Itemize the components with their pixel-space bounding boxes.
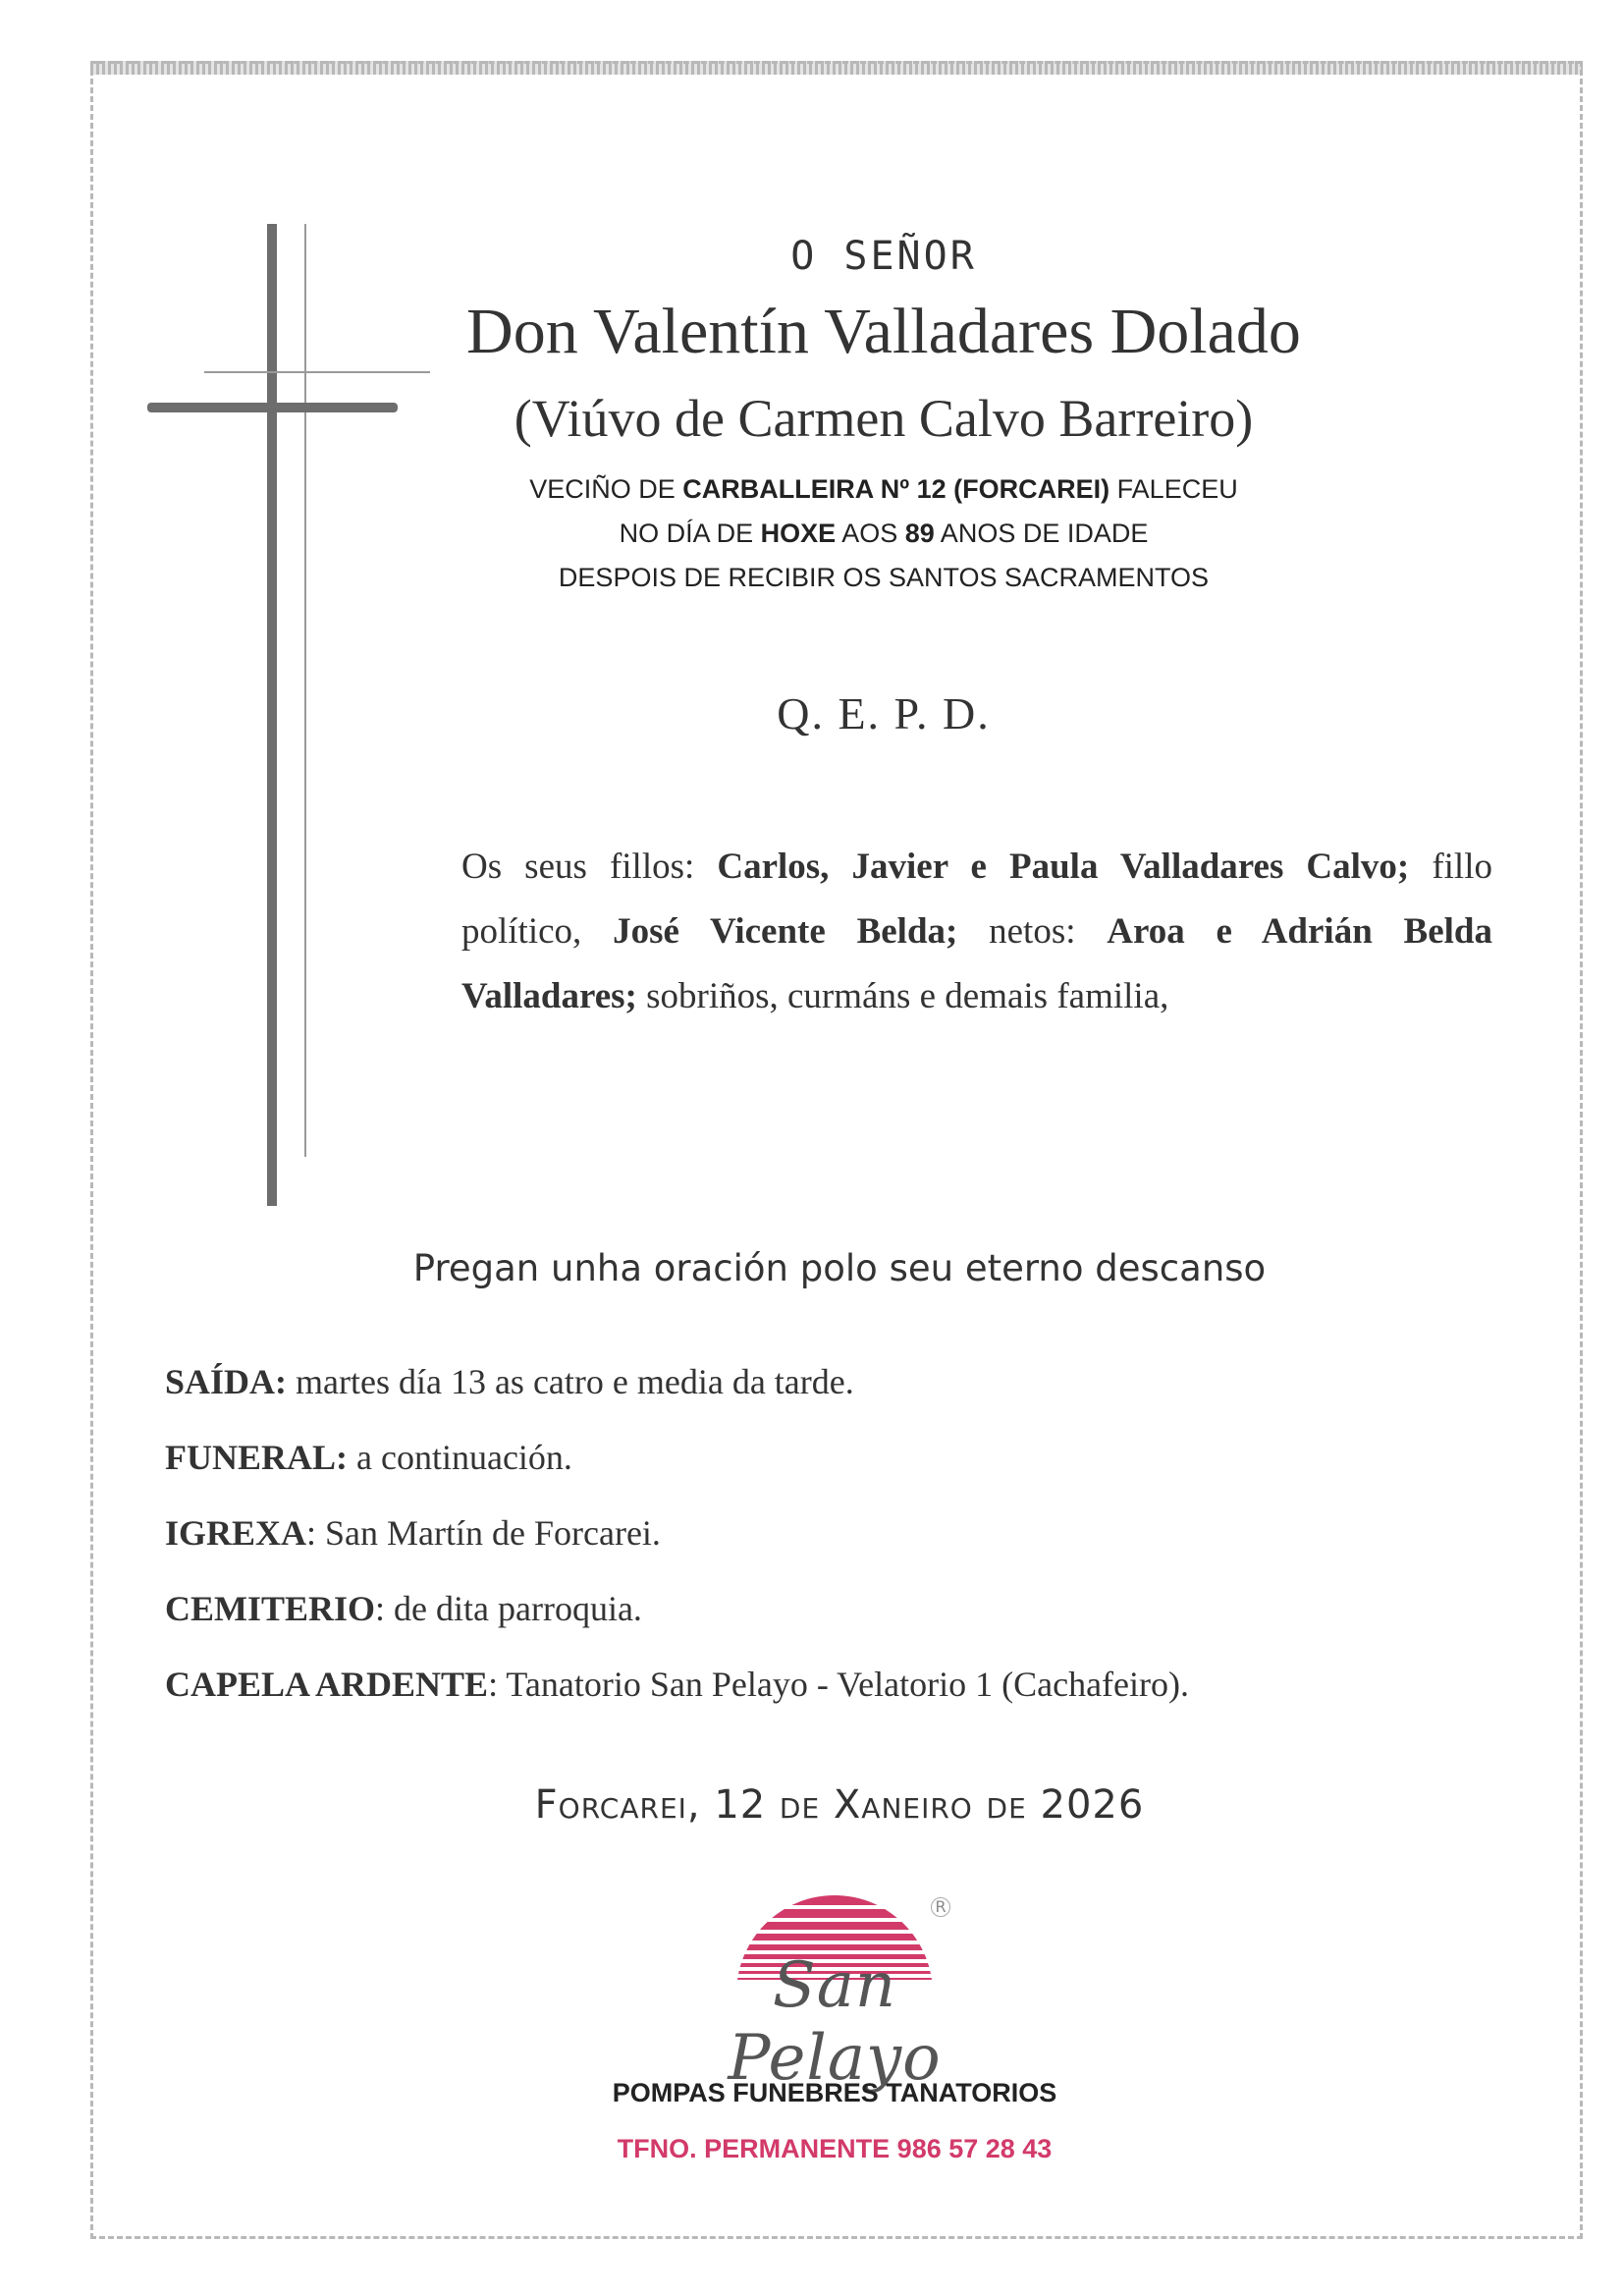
notice-title-small: O SEÑOR — [790, 234, 977, 279]
widow-line: (Viúvo de Carmen Calvo Barreiro) — [514, 389, 1254, 448]
info-line-sacraments: DESPOIS DE RECIBIR OS SANTOS SACRAMENTOS — [558, 563, 1210, 592]
notice-date: Forcarei, 12 de Xaneiro de 2026 — [534, 1782, 1145, 1828]
info-line-age: NO DÍA DE HOXE AOS 89 ANOS DE IDADE — [619, 519, 1149, 548]
company-tagline: POMPAS FUNEBRES TANATORIOS — [612, 2078, 1057, 2107]
deceased-name: Don Valentín Valladares Dolado — [466, 296, 1301, 367]
company-phone: TFNO. PERMANENTE 986 57 28 43 — [617, 2134, 1053, 2163]
detail-funeral: FUNERAL: a continuación. — [165, 1438, 572, 1477]
info-line-residence: VECIÑO DE CARBALLEIRA Nº 12 (FORCAREI) FALECEU — [529, 474, 1238, 504]
prayer-request: Pregan unha oración polo seu eterno descanso — [412, 1247, 1267, 1289]
logo-text: San Pelayo — [728, 1949, 942, 2095]
qepd-text: Q. E. P. D. — [777, 688, 991, 738]
company-logo — [677, 1895, 992, 2095]
detail-church: IGREXA: San Martín de Forcarei. — [165, 1513, 661, 1553]
detail-departure: SAÍDA: martes día 13 as catro e media da tarde. — [165, 1362, 854, 1401]
family-paragraph: Os seus fillos: Carlos, Javier e Paula Valladares Calvo; fillo político, José Vicente Belda; netos: Aroa e Adrián Belda Valladares; sobriños, curmáns e demais familia, — [461, 847, 1493, 1016]
detail-cemetery: CEMITERIO: de dita parroquia. — [165, 1589, 642, 1628]
registered-mark: R — [931, 1897, 950, 1917]
cross-icon — [147, 224, 442, 1206]
detail-chapel: CAPELA ARDENTE: Tanatorio San Pelayo - Velatorio 1 (Cachafeiro). — [165, 1665, 1189, 1704]
